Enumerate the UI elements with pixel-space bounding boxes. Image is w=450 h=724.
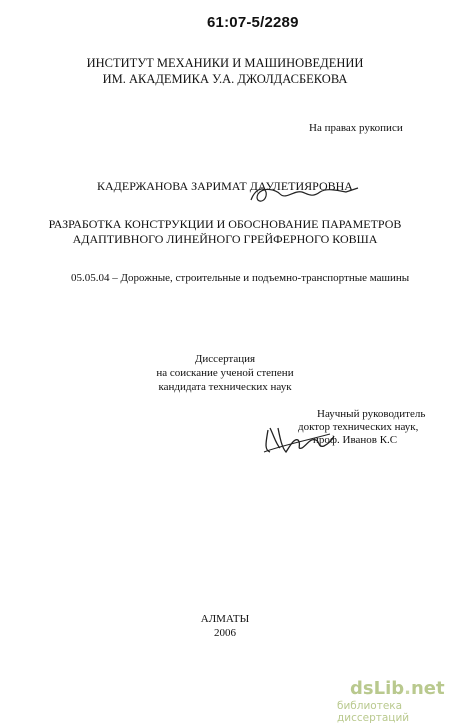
supervisor-name: проф. Иванов К.С (313, 434, 398, 446)
author-name: КАДЕРЖАНОВА ЗАРИМАТ ДАУЛЕТИЯРОВНА (97, 179, 353, 193)
city: АЛМАТЫ (200, 613, 250, 625)
dissertation-label: Диссертация (194, 353, 256, 365)
supervisor-degree: доктор технических наук, (298, 421, 419, 433)
title-line-2: АДАПТИВНОГО ЛИНЕЙНОГО ГРЕЙФЕРНОГО КОВША (72, 232, 378, 246)
watermark-logo-main: dsLib (350, 678, 405, 699)
supervisor-signature (260, 418, 340, 458)
institute-line-2: ИМ. АКАДЕМИКА У.А. ДЖОЛДАСБЕКОВА (102, 72, 348, 86)
rights-notice: На правах рукописи (309, 122, 403, 134)
degree-line-1: на соискание ученой степени (156, 367, 294, 379)
document-code: 61:07-5/2289 (207, 14, 299, 31)
author-signature (246, 180, 366, 210)
title-line-1: РАЗРАБОТКА КОНСТРУКЦИИ И ОБОСНОВАНИЕ ПАРАМЕТРОВ (48, 217, 402, 231)
specialty-line: 05.05.04 – Дорожные, строительные и подъемно-транспортные машины (71, 272, 410, 284)
watermark-logo-tld: net (410, 678, 445, 699)
watermark-logo-dot: . (404, 678, 411, 699)
year: 2006 (214, 627, 236, 639)
watermark-logo (350, 678, 445, 699)
watermark-tagline: библиотека диссертаций (337, 700, 410, 724)
supervisor-label: Научный руководитель (317, 408, 426, 420)
degree-line-2: кандидата технических наук (158, 381, 292, 393)
institute-line-1: ИНСТИТУТ МЕХАНИКИ И МАШИНОВЕДЕНИИ (86, 56, 364, 70)
